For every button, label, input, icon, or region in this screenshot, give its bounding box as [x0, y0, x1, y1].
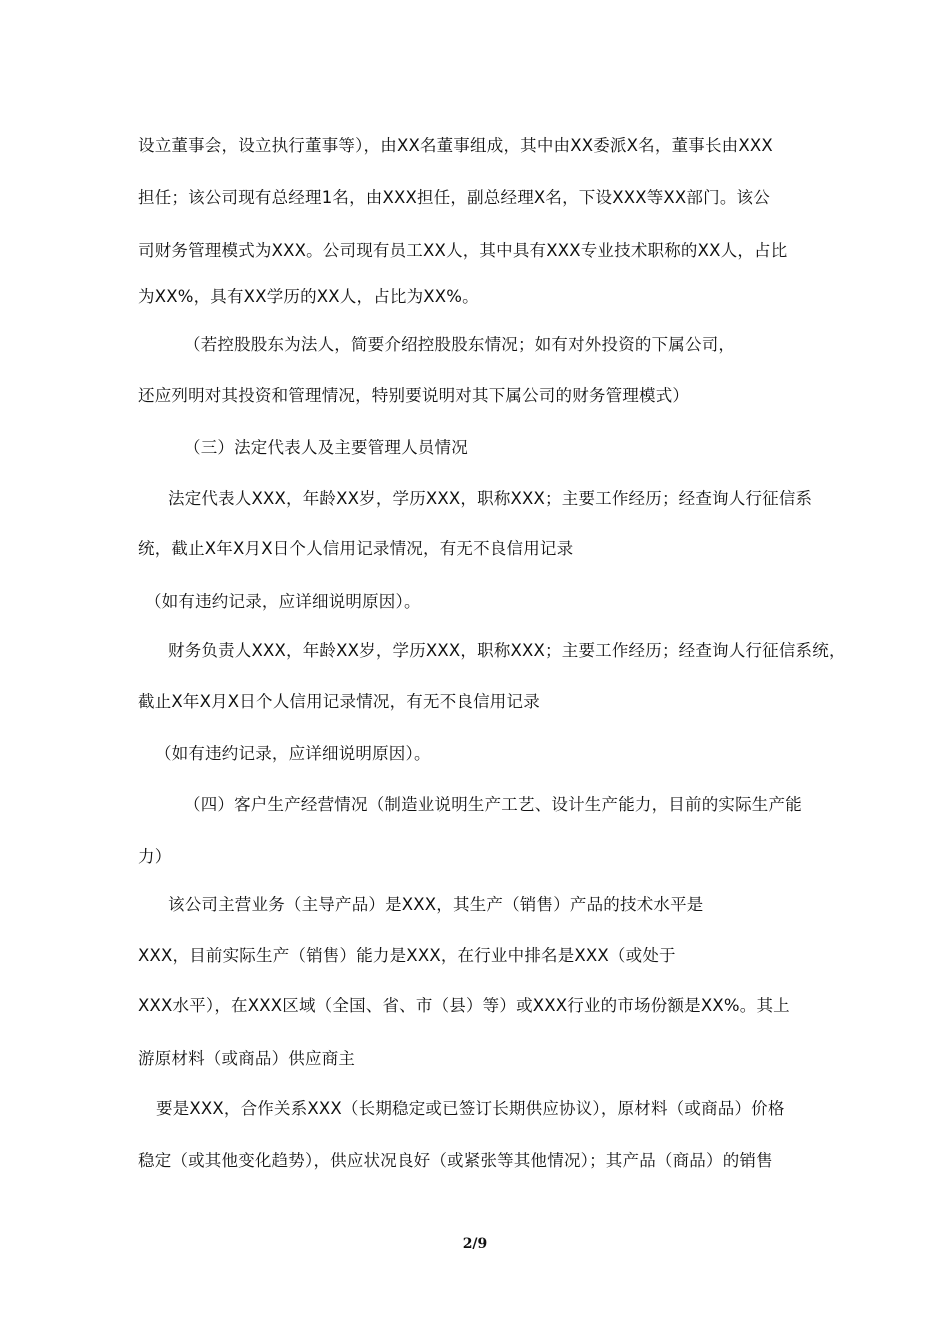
- page-number: 2/9: [462, 1236, 488, 1252]
- text-line: XXX，目前实际生产（销售）能力是XXX，在行业中排名是XXX（或处于: [138, 946, 676, 965]
- text-line: 稳定（或其他变化趋势），供应状况良好（或紧张等其他情况）；其产品（商品）的销售: [138, 1151, 773, 1170]
- text-line: （如有违约记录，应详细说明原因）。: [155, 744, 431, 763]
- text-line: 截止X年X月X日个人信用记录情况，有无不良信用记录: [138, 692, 540, 711]
- text-line: 要是XXX，合作关系XXX（长期稳定或已签订长期供应协议），原材料（或商品）价格: [156, 1099, 785, 1118]
- text-line: 该公司主营业务（主导产品）是XXX，其生产（销售）产品的技术水平是: [168, 895, 704, 914]
- text-line: 游原材料（或商品）供应商主: [138, 1049, 356, 1068]
- text-line: （若控股股东为法人，简要介绍控股股东情况；如有对外投资的下属公司，: [184, 335, 736, 354]
- section-heading: （四）客户生产经营情况（制造业说明生产工艺、设计生产能力，目前的实际生产能: [184, 795, 802, 814]
- text-line: XXX水平），在XXX区域（全国、省、市（县）等）或XXX行业的市场份额是XX%。其上: [138, 996, 790, 1015]
- text-line: （如有违约记录，应详细说明原因）。: [145, 592, 421, 611]
- text-line: 统，截止X年X月X日个人信用记录情况，有无不良信用记录: [138, 539, 574, 558]
- section-heading: （三）法定代表人及主要管理人员情况: [184, 438, 468, 457]
- text-line: 担任；该公司现有总经理1名，由XXX担任，副总经理X名，下设XXX等XX部门。该公: [138, 188, 770, 207]
- text-line: 司财务管理模式为XXX。公司现有员工XX人，其中具有XXX专业技术职称的XX人，占比: [138, 241, 788, 260]
- text-line: 为XX%，具有XX学历的XX人，占比为XX%。: [138, 287, 479, 306]
- text-line: 法定代表人XXX，年龄XX岁，学历XXX，职称XXX；主要工作经历；经查询人行征信系: [168, 489, 813, 508]
- text-line: 还应列明对其投资和管理情况，特别要说明对其下属公司的财务管理模式）: [138, 386, 690, 405]
- text-line: 设立董事会，设立执行董事等），由XX名董事组成，其中由XX委派X名，董事长由XXX: [138, 136, 773, 155]
- text-line: 力）: [138, 847, 172, 866]
- text-line: 财务负责人XXX，年龄XX岁，学历XXX，职称XXX；主要工作经历；经查询人行征信系统，: [168, 641, 846, 660]
